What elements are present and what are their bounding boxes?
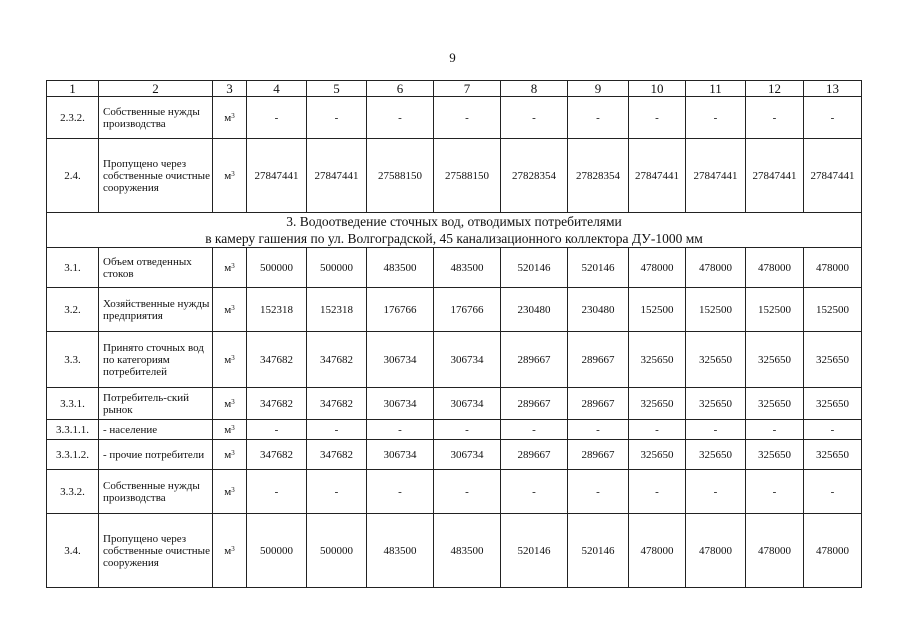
section-title bbox=[47, 213, 862, 248]
row-value: 27828354 bbox=[568, 139, 629, 213]
row-value: 289667 bbox=[501, 388, 568, 420]
row-value: - bbox=[568, 97, 629, 139]
table-row bbox=[47, 97, 862, 139]
column-header: 10 bbox=[629, 81, 686, 97]
table-row bbox=[47, 248, 862, 288]
row-unit bbox=[213, 440, 247, 470]
section-row bbox=[47, 213, 862, 248]
unit-text: м bbox=[224, 261, 232, 274]
row-value: 306734 bbox=[434, 332, 501, 388]
row-value: 520146 bbox=[501, 514, 568, 588]
row-value: 478000 bbox=[746, 514, 804, 588]
table-row bbox=[47, 332, 862, 388]
row-value: - bbox=[568, 420, 629, 440]
row-name: - прочие потребители bbox=[99, 440, 213, 470]
column-header: 1 bbox=[47, 81, 99, 97]
row-code: 3.3.1. bbox=[47, 388, 99, 420]
unit-text: м bbox=[224, 423, 232, 436]
row-name: Хозяйственные нужды предприятия bbox=[99, 288, 213, 332]
row-value: 230480 bbox=[568, 288, 629, 332]
row-value: 27847441 bbox=[629, 139, 686, 213]
row-value: 500000 bbox=[307, 248, 367, 288]
row-unit bbox=[213, 139, 247, 213]
row-value: - bbox=[307, 97, 367, 139]
row-value: 478000 bbox=[629, 514, 686, 588]
row-value: - bbox=[804, 420, 862, 440]
row-value: - bbox=[629, 97, 686, 139]
row-value: - bbox=[804, 97, 862, 139]
column-header: 13 bbox=[804, 81, 862, 97]
row-unit bbox=[213, 248, 247, 288]
row-value: 520146 bbox=[568, 514, 629, 588]
row-value: 325650 bbox=[629, 440, 686, 470]
row-value: 27828354 bbox=[501, 139, 568, 213]
table-row bbox=[47, 388, 862, 420]
row-value: 325650 bbox=[686, 332, 746, 388]
row-value: 27847441 bbox=[746, 139, 804, 213]
table-row bbox=[47, 514, 862, 588]
row-value: 306734 bbox=[434, 440, 501, 470]
column-header: 4 bbox=[247, 81, 307, 97]
unit-exponent: 3 bbox=[231, 485, 235, 494]
row-value: 478000 bbox=[686, 514, 746, 588]
row-value: 478000 bbox=[686, 248, 746, 288]
row-value: 478000 bbox=[629, 248, 686, 288]
row-value: 483500 bbox=[367, 514, 434, 588]
row-code: 3.2. bbox=[47, 288, 99, 332]
row-value: 27588150 bbox=[367, 139, 434, 213]
row-code: 3.3.1.1. bbox=[47, 420, 99, 440]
row-value: - bbox=[501, 470, 568, 514]
row-value: 500000 bbox=[247, 248, 307, 288]
row-value: 230480 bbox=[501, 288, 568, 332]
unit-exponent: 3 bbox=[231, 111, 235, 120]
header-row bbox=[47, 81, 862, 97]
row-value: 347682 bbox=[307, 332, 367, 388]
row-unit bbox=[213, 288, 247, 332]
table-row bbox=[47, 139, 862, 213]
row-value: 325650 bbox=[746, 332, 804, 388]
column-header: 5 bbox=[307, 81, 367, 97]
row-code: 2.4. bbox=[47, 139, 99, 213]
table-row bbox=[47, 420, 862, 440]
row-unit bbox=[213, 388, 247, 420]
row-code: 3.3.2. bbox=[47, 470, 99, 514]
row-name: Принято сточных вод по категориям потребителей bbox=[99, 332, 213, 388]
row-value: 478000 bbox=[804, 514, 862, 588]
row-unit bbox=[213, 514, 247, 588]
unit-text: м bbox=[224, 353, 232, 366]
row-unit bbox=[213, 470, 247, 514]
row-value: 289667 bbox=[501, 332, 568, 388]
row-value: - bbox=[434, 420, 501, 440]
row-value: - bbox=[686, 420, 746, 440]
unit-text: м bbox=[224, 448, 232, 461]
row-value: - bbox=[686, 470, 746, 514]
row-unit bbox=[213, 420, 247, 440]
row-value: 483500 bbox=[434, 248, 501, 288]
row-value: - bbox=[629, 420, 686, 440]
row-code: 2.3.2. bbox=[47, 97, 99, 139]
row-value: 27847441 bbox=[307, 139, 367, 213]
row-value: 176766 bbox=[367, 288, 434, 332]
row-value: 325650 bbox=[686, 388, 746, 420]
row-value: - bbox=[501, 420, 568, 440]
row-value: 152318 bbox=[307, 288, 367, 332]
unit-exponent: 3 bbox=[231, 397, 235, 406]
row-value: 325650 bbox=[686, 440, 746, 470]
row-value: 289667 bbox=[568, 388, 629, 420]
row-value: 325650 bbox=[804, 332, 862, 388]
row-value: - bbox=[746, 420, 804, 440]
unit-text: м bbox=[224, 111, 232, 124]
section-title-line1: 3. Водоотведение сточных вод, отводимых потребителями bbox=[286, 214, 622, 229]
column-header: 2 bbox=[99, 81, 213, 97]
table-row bbox=[47, 288, 862, 332]
row-value: - bbox=[434, 97, 501, 139]
unit-exponent: 3 bbox=[231, 303, 235, 312]
row-value: 27588150 bbox=[434, 139, 501, 213]
row-value: 347682 bbox=[307, 440, 367, 470]
row-value: 478000 bbox=[804, 248, 862, 288]
row-value: 306734 bbox=[367, 332, 434, 388]
row-name: Собственные нужды производства bbox=[99, 470, 213, 514]
row-value: 27847441 bbox=[686, 139, 746, 213]
row-name: Потребитель-ский рынок bbox=[99, 388, 213, 420]
row-value: - bbox=[686, 97, 746, 139]
unit-text: м bbox=[224, 485, 232, 498]
row-value: - bbox=[367, 470, 434, 514]
row-value: 306734 bbox=[367, 440, 434, 470]
row-value: 325650 bbox=[804, 388, 862, 420]
row-value: 152500 bbox=[746, 288, 804, 332]
row-unit bbox=[213, 97, 247, 139]
row-value: - bbox=[629, 470, 686, 514]
row-value: 152318 bbox=[247, 288, 307, 332]
row-value: 500000 bbox=[307, 514, 367, 588]
row-value: - bbox=[746, 470, 804, 514]
row-value: 306734 bbox=[367, 388, 434, 420]
row-value: - bbox=[804, 470, 862, 514]
row-value: 325650 bbox=[746, 388, 804, 420]
column-header: 12 bbox=[746, 81, 804, 97]
row-value: - bbox=[307, 420, 367, 440]
row-value: - bbox=[247, 420, 307, 440]
table-row bbox=[47, 440, 862, 470]
row-value: 325650 bbox=[804, 440, 862, 470]
row-value: 325650 bbox=[629, 332, 686, 388]
row-value: 289667 bbox=[568, 332, 629, 388]
row-value: 520146 bbox=[501, 248, 568, 288]
row-value: 289667 bbox=[568, 440, 629, 470]
row-value: 347682 bbox=[247, 440, 307, 470]
row-value: 152500 bbox=[686, 288, 746, 332]
page-number: 9 bbox=[449, 50, 456, 65]
column-header: 8 bbox=[501, 81, 568, 97]
row-value: - bbox=[501, 97, 568, 139]
row-value: - bbox=[247, 470, 307, 514]
row-code: 3.1. bbox=[47, 248, 99, 288]
unit-exponent: 3 bbox=[231, 544, 235, 553]
unit-text: м bbox=[224, 169, 232, 182]
row-value: - bbox=[307, 470, 367, 514]
row-value: 520146 bbox=[568, 248, 629, 288]
row-value: 152500 bbox=[629, 288, 686, 332]
row-value: 176766 bbox=[434, 288, 501, 332]
row-value: 347682 bbox=[307, 388, 367, 420]
row-name: Пропущено через собственные очистные сооружения bbox=[99, 139, 213, 213]
row-value: 483500 bbox=[367, 248, 434, 288]
row-unit bbox=[213, 332, 247, 388]
row-value: - bbox=[568, 470, 629, 514]
row-name: Объем отведенных стоков bbox=[99, 248, 213, 288]
unit-exponent: 3 bbox=[231, 169, 235, 178]
row-value: - bbox=[434, 470, 501, 514]
row-value: 325650 bbox=[746, 440, 804, 470]
unit-text: м bbox=[224, 544, 232, 557]
row-value: 478000 bbox=[746, 248, 804, 288]
unit-text: м bbox=[224, 397, 232, 410]
unit-exponent: 3 bbox=[231, 423, 235, 432]
column-header: 11 bbox=[686, 81, 746, 97]
column-header: 7 bbox=[434, 81, 501, 97]
row-value: 289667 bbox=[501, 440, 568, 470]
unit-exponent: 3 bbox=[231, 261, 235, 270]
row-code: 3.3.1.2. bbox=[47, 440, 99, 470]
row-name: Пропущено через собственные очистные сооружения bbox=[99, 514, 213, 588]
row-value: 483500 bbox=[434, 514, 501, 588]
row-code: 3.3. bbox=[47, 332, 99, 388]
row-value: 347682 bbox=[247, 332, 307, 388]
row-value: 152500 bbox=[804, 288, 862, 332]
table-row bbox=[47, 470, 862, 514]
row-value: 27847441 bbox=[247, 139, 307, 213]
row-value: - bbox=[746, 97, 804, 139]
row-value: 500000 bbox=[247, 514, 307, 588]
row-name: - население bbox=[99, 420, 213, 440]
row-value: - bbox=[247, 97, 307, 139]
row-value: 347682 bbox=[247, 388, 307, 420]
row-name: Собственные нужды производства bbox=[99, 97, 213, 139]
unit-exponent: 3 bbox=[231, 353, 235, 362]
unit-exponent: 3 bbox=[231, 448, 235, 457]
unit-text: м bbox=[224, 303, 232, 316]
row-value: 27847441 bbox=[804, 139, 862, 213]
section-title-line2: в камеру гашения по ул. Волгоградской, 45 канализационного коллектора ДУ-1000 мм bbox=[205, 231, 703, 246]
row-value: 306734 bbox=[434, 388, 501, 420]
row-value: - bbox=[367, 420, 434, 440]
column-header: 9 bbox=[568, 81, 629, 97]
data-table bbox=[46, 80, 862, 588]
row-value: 325650 bbox=[629, 388, 686, 420]
row-code: 3.4. bbox=[47, 514, 99, 588]
column-header: 6 bbox=[367, 81, 434, 97]
row-value: - bbox=[367, 97, 434, 139]
column-header: 3 bbox=[213, 81, 247, 97]
